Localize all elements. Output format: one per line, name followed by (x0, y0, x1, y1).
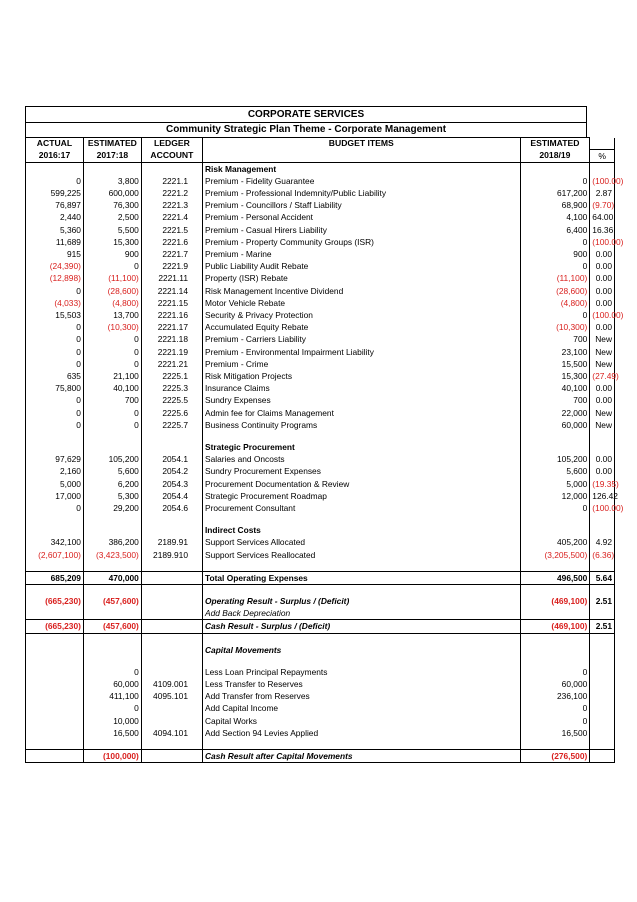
sections-1-rows-1-e: 5,600 (83, 465, 141, 477)
sections-1-rows-0-n: 105,200 (520, 453, 590, 465)
sections-0-rows-16-n: 15,300 (520, 370, 590, 382)
sections-1-rows-1-a: 2,160 (26, 465, 84, 477)
header-row-1 (26, 138, 615, 150)
sections-0-rows-8-p: 0.00 (590, 272, 615, 284)
budget-sheet (25, 106, 624, 763)
sections-0-rows-13-l: 2221.18 (141, 333, 202, 345)
capital-line-row (26, 678, 615, 690)
capital-heading: Capital Movements (202, 644, 520, 656)
header-percent: % (590, 149, 615, 162)
totals-operating-result-d: Operating Result - Surplus / (Deficit) (202, 595, 520, 607)
budget-line-row (26, 211, 615, 223)
sections-1-rows-1-n: 5,600 (520, 465, 590, 477)
capital-rows-5-l: 4094.101 (141, 727, 202, 739)
add-back-depreciation-row (26, 607, 615, 620)
capital-rows-2-d: Add Transfer from Reserves (202, 690, 520, 702)
sections-1-rows-2-n: 5,000 (520, 478, 590, 490)
sections-1-rows-2-d: Procurement Documentation & Review (202, 478, 520, 490)
sections-0-rows-16-e: 21,100 (83, 370, 141, 382)
sections-0-rows-2-n: 68,900 (520, 199, 590, 211)
sections-2-rows-0-e: 386,200 (83, 536, 141, 548)
budget-line-row (26, 453, 615, 465)
sections-0-rows-1-l: 2221.2 (141, 187, 202, 199)
sections-1-rows-3-n: 12,000 (520, 490, 590, 502)
capital-line-row (26, 702, 615, 714)
sections-0-rows-3-d: Premium - Personal Accident (202, 211, 520, 223)
sections-2-rows-1-n: (3,205,500) (520, 549, 590, 561)
sections-0-rows-11-n: 0 (520, 309, 590, 321)
sections-0-rows-4-e: 5,500 (83, 224, 141, 236)
totals-cash-result-n: (469,100) (520, 620, 590, 633)
sections-1-rows-0-a: 97,629 (26, 453, 84, 465)
sections-2-rows-0-l: 2189.91 (141, 536, 202, 548)
sections-0-rows-12-e: (10,300) (83, 321, 141, 333)
sections-0-rows-12-n: (10,300) (520, 321, 590, 333)
report-title: CORPORATE SERVICES (25, 106, 587, 122)
totals-cash-result-e: (457,600) (83, 620, 141, 633)
sections-0-rows-3-a: 2,440 (26, 211, 84, 223)
capital-rows-2-e: 411,100 (83, 690, 141, 702)
budget-line-row (26, 490, 615, 502)
totals-operating-result-p: 2.51 (590, 595, 615, 607)
sections-0-rows-4-l: 2221.5 (141, 224, 202, 236)
sections-0-rows-10-n: (4,800) (520, 297, 590, 309)
sections-0-rows-16-l: 2225.1 (141, 370, 202, 382)
budget-table (25, 137, 624, 763)
header-estimated-prev-year: 2017:18 (83, 149, 141, 162)
sections-1-rows-2-a: 5,000 (26, 478, 84, 490)
capital-rows-0-e: 0 (83, 666, 141, 678)
sections-0-rows-2-d: Premium - Councillors / Staff Liability (202, 199, 520, 211)
sections-0-rows-0-n: 0 (520, 175, 590, 187)
sections-1-rows-3-e: 5,300 (83, 490, 141, 502)
sections-1-rows-1-l: 2054.2 (141, 465, 202, 477)
sections-0-rows-7-d: Public Liability Audit Rebate (202, 260, 520, 272)
budget-line-row (26, 549, 615, 561)
sections-1-rows-4-e: 29,200 (83, 502, 141, 514)
totals-cash-result-p: 2.51 (590, 620, 615, 633)
operating-result-row (26, 595, 615, 607)
capital-rows-2-l: 4095.101 (141, 690, 202, 702)
sections-0-rows-15-a: 0 (26, 358, 84, 370)
sections-0-rows-9-p: 0.00 (590, 285, 615, 297)
budget-line-row (26, 358, 615, 370)
header-actual: ACTUAL (26, 138, 84, 150)
sections-0-rows-3-l: 2221.4 (141, 211, 202, 223)
sections-0-rows-20-a: 0 (26, 419, 84, 431)
sections-1-rows-4-l: 2054.6 (141, 502, 202, 514)
sections-2-rows-1-e: (3,423,500) (83, 549, 141, 561)
sections-0-rows-20-d: Business Continuity Programs (202, 419, 520, 431)
totals-operating-expenses-e: 470,000 (83, 571, 141, 584)
sections-0-rows-10-d: Motor Vehicle Rebate (202, 297, 520, 309)
sections-0-rows-18-l: 2225.5 (141, 394, 202, 406)
header-row-2 (26, 149, 615, 162)
capital-line-row (26, 666, 615, 678)
report-subtitle: Community Strategic Plan Theme - Corporate Management (25, 122, 587, 137)
sections-0-rows-13-e: 0 (83, 333, 141, 345)
header-budget-items: BUDGET ITEMS (202, 138, 520, 150)
sections-0-rows-16-p: (27.49) (590, 370, 615, 382)
cash-result-row (26, 620, 615, 633)
sections-0-rows-18-p: 0.00 (590, 394, 615, 406)
sections-0-rows-19-p: New (590, 407, 615, 419)
blank-row (26, 514, 615, 524)
sections-0-rows-1-n: 617,200 (520, 187, 590, 199)
sections-0-rows-12-p: 0.00 (590, 321, 615, 333)
sections-0-rows-3-p: 64.00 (590, 211, 615, 223)
sections-0-rows-11-a: 15,503 (26, 309, 84, 321)
blank-row (26, 633, 615, 644)
sections-0-rows-4-a: 5,360 (26, 224, 84, 236)
sections-0-rows-1-a: 599,225 (26, 187, 84, 199)
sections-0-rows-6-d: Premium - Marine (202, 248, 520, 260)
sections-0-rows-15-e: 0 (83, 358, 141, 370)
sections-1-rows-0-p: 0.00 (590, 453, 615, 465)
sections-0-rows-18-d: Sundry Expenses (202, 394, 520, 406)
sections-0-rows-10-a: (4,033) (26, 297, 84, 309)
sections-0-rows-5-n: 0 (520, 236, 590, 248)
totals-add-back: Add Back Depreciation (202, 607, 520, 620)
sections-1-rows-2-l: 2054.3 (141, 478, 202, 490)
sections-1-rows-3-p: 126.42 (590, 490, 615, 502)
budget-line-row (26, 382, 615, 394)
sections-0-rows-20-e: 0 (83, 419, 141, 431)
capital-rows-4-d: Capital Works (202, 715, 520, 727)
sections-2-rows-0-n: 405,200 (520, 536, 590, 548)
capital-rows-0-n: 0 (520, 666, 590, 678)
sections-0-rows-10-p: 0.00 (590, 297, 615, 309)
sections-1-rows-3-a: 17,000 (26, 490, 84, 502)
sections-0-rows-15-d: Premium - Crime (202, 358, 520, 370)
sections-0-rows-14-p: New (590, 346, 615, 358)
sections-0-rows-18-a: 0 (26, 394, 84, 406)
sections-0-rows-11-e: 13,700 (83, 309, 141, 321)
capital-final-n: (276,500) (520, 750, 590, 763)
totals-operating-expenses-a: 685,209 (26, 571, 84, 584)
sections-0-rows-9-e: (28,600) (83, 285, 141, 297)
sections-0-rows-17-p: 0.00 (590, 382, 615, 394)
capital-rows-4-l (141, 715, 202, 727)
sections-0-rows-0-l: 2221.1 (141, 175, 202, 187)
sections-0-rows-0-e: 3,800 (83, 175, 141, 187)
sections-0-rows-19-e: 0 (83, 407, 141, 419)
sections-1-rows-4-d: Procurement Consultant (202, 502, 520, 514)
sections-2-rows-1-d: Support Services Reallocated (202, 549, 520, 561)
section-heading (26, 162, 615, 175)
totals-operating-expenses-n: 496,500 (520, 571, 590, 584)
totals-cash-result-d: Cash Result - Surplus / (Deficit) (202, 620, 520, 633)
sections-0-rows-5-a: 11,689 (26, 236, 84, 248)
blank-row (26, 561, 615, 572)
sections-1-rows-0-e: 105,200 (83, 453, 141, 465)
sections-0-rows-1-e: 600,000 (83, 187, 141, 199)
sections-0-rows-5-e: 15,300 (83, 236, 141, 248)
sections-0-rows-8-a: (12,898) (26, 272, 84, 284)
sections-0-rows-1-p: 2.87 (590, 187, 615, 199)
sections-0-rows-13-n: 700 (520, 333, 590, 345)
sections-0-rows-20-p: New (590, 419, 615, 431)
sections-0-rows-1-d: Premium - Professional Indemnity/Public Liability (202, 187, 520, 199)
blank-row (26, 656, 615, 666)
total-operating-expenses-row (26, 571, 615, 584)
budget-line-row (26, 419, 615, 431)
budget-line-row (26, 187, 615, 199)
sections-1-rows-2-p: (19.35) (590, 478, 615, 490)
sections-0-rows-8-l: 2221.11 (141, 272, 202, 284)
section-heading (26, 524, 615, 536)
capital-rows-5-e: 16,500 (83, 727, 141, 739)
sections-0-rows-20-l: 2225.7 (141, 419, 202, 431)
capital-rows-0-d: Less Loan Principal Repayments (202, 666, 520, 678)
capital-rows-1-n: 60,000 (520, 678, 590, 690)
header-ledger: LEDGER (141, 138, 202, 150)
sections-0-rows-4-d: Premium - Casual Hirers Liability (202, 224, 520, 236)
capital-rows-1-d: Less Transfer to Reserves (202, 678, 520, 690)
sections-0-rows-6-n: 900 (520, 248, 590, 260)
sections-2-rows-1-a: (2,607,100) (26, 549, 84, 561)
budget-line-row (26, 272, 615, 284)
capital-rows-2-n: 236,100 (520, 690, 590, 702)
sections-2-heading: Indirect Costs (202, 524, 520, 536)
budget-line-row (26, 297, 615, 309)
capital-rows-5-d: Add Section 94 Levies Applied (202, 727, 520, 739)
budget-line-row (26, 346, 615, 358)
sections-2-rows-0-d: Support Services Allocated (202, 536, 520, 548)
sections-0-rows-13-a: 0 (26, 333, 84, 345)
sections-1-rows-0-d: Salaries and Oncosts (202, 453, 520, 465)
capital-heading-row (26, 644, 615, 656)
capital-rows-1-l: 4109.001 (141, 678, 202, 690)
sections-1-rows-4-p: (100.00) (590, 502, 615, 514)
budget-line-row (26, 394, 615, 406)
sections-0-rows-14-e: 0 (83, 346, 141, 358)
sections-0-rows-0-p: (100.00) (590, 175, 615, 187)
sections-0-rows-4-p: 16.36 (590, 224, 615, 236)
totals-operating-result-a: (665,230) (26, 595, 84, 607)
sections-0-rows-17-l: 2225.3 (141, 382, 202, 394)
cash-result-after-capital-row (26, 750, 615, 763)
budget-line-row (26, 333, 615, 345)
header-ledger-account: ACCOUNT (141, 149, 202, 162)
sections-1-rows-3-l: 2054.4 (141, 490, 202, 502)
sections-2-rows-0-p: 4.92 (590, 536, 615, 548)
sections-0-rows-6-a: 915 (26, 248, 84, 260)
sections-2-rows-0-a: 342,100 (26, 536, 84, 548)
sections-0-rows-16-d: Risk Mitigation Projects (202, 370, 520, 382)
sections-0-rows-2-a: 76,897 (26, 199, 84, 211)
sections-1-rows-4-n: 0 (520, 502, 590, 514)
sections-0-rows-12-d: Accumulated Equity Rebate (202, 321, 520, 333)
capital-rows-4-n: 0 (520, 715, 590, 727)
sections-0-rows-12-l: 2221.17 (141, 321, 202, 333)
sections-0-rows-18-e: 700 (83, 394, 141, 406)
budget-line-row (26, 321, 615, 333)
capital-rows-3-l (141, 702, 202, 714)
capital-rows-4-e: 10,000 (83, 715, 141, 727)
header-estimated-year: 2018/19 (520, 149, 590, 162)
sections-0-rows-14-d: Premium - Environmental Impairment Liability (202, 346, 520, 358)
sections-1-rows-0-l: 2054.1 (141, 453, 202, 465)
capital-rows-0-l (141, 666, 202, 678)
sections-0-rows-9-d: Risk Management Incentive Dividend (202, 285, 520, 297)
sections-2-rows-1-l: 2189.910 (141, 549, 202, 561)
sections-0-rows-17-e: 40,100 (83, 382, 141, 394)
sections-0-rows-14-l: 2221.19 (141, 346, 202, 358)
budget-line-row (26, 236, 615, 248)
sections-0-rows-6-l: 2221.7 (141, 248, 202, 260)
capital-line-row (26, 715, 615, 727)
sections-0-heading: Risk Management (202, 162, 520, 175)
sections-0-rows-16-a: 635 (26, 370, 84, 382)
sections-0-rows-10-l: 2221.15 (141, 297, 202, 309)
sections-0-rows-19-d: Admin fee for Claims Management (202, 407, 520, 419)
sections-0-rows-5-d: Premium - Property Community Groups (ISR) (202, 236, 520, 248)
sections-0-rows-9-l: 2221.14 (141, 285, 202, 297)
budget-line-row (26, 175, 615, 187)
budget-line-row (26, 407, 615, 419)
sections-0-rows-14-a: 0 (26, 346, 84, 358)
sections-0-rows-4-n: 6,400 (520, 224, 590, 236)
sections-0-rows-11-p: (100.00) (590, 309, 615, 321)
sections-1-rows-3-d: Strategic Procurement Roadmap (202, 490, 520, 502)
sections-0-rows-14-n: 23,100 (520, 346, 590, 358)
sections-0-rows-9-n: (28,600) (520, 285, 590, 297)
sections-0-rows-19-a: 0 (26, 407, 84, 419)
budget-line-row (26, 478, 615, 490)
totals-operating-expenses-d: Total Operating Expenses (202, 571, 520, 584)
sections-1-rows-4-a: 0 (26, 502, 84, 514)
capital-rows-3-n: 0 (520, 702, 590, 714)
sections-0-rows-17-n: 40,100 (520, 382, 590, 394)
blank-row (26, 431, 615, 441)
sections-0-rows-8-e: (11,100) (83, 272, 141, 284)
sections-1-heading: Strategic Procurement (202, 441, 520, 453)
sections-0-rows-8-n: (11,100) (520, 272, 590, 284)
sections-0-rows-11-l: 2221.16 (141, 309, 202, 321)
sections-0-rows-9-a: 0 (26, 285, 84, 297)
budget-line-row (26, 502, 615, 514)
budget-line-row (26, 370, 615, 382)
sections-1-rows-2-e: 6,200 (83, 478, 141, 490)
capital-final-e: (100,000) (83, 750, 141, 763)
blank-row (26, 585, 615, 596)
sections-0-rows-7-a: (24,390) (26, 260, 84, 272)
budget-line-row (26, 260, 615, 272)
sections-0-rows-5-l: 2221.6 (141, 236, 202, 248)
sections-0-rows-17-a: 75,800 (26, 382, 84, 394)
sections-0-rows-7-e: 0 (83, 260, 141, 272)
capital-line-row (26, 690, 615, 702)
sections-1-rows-1-d: Sundry Procurement Expenses (202, 465, 520, 477)
totals-operating-expenses-p: 5.64 (590, 571, 615, 584)
sections-0-rows-2-p: (9.70) (590, 199, 615, 211)
sections-2-rows-1-p: (6.36) (590, 549, 615, 561)
sections-0-rows-19-l: 2225.6 (141, 407, 202, 419)
section-heading (26, 441, 615, 453)
sections-0-rows-0-a: 0 (26, 175, 84, 187)
budget-line-row (26, 285, 615, 297)
header-estimated: ESTIMATED (520, 138, 590, 150)
totals-operating-result-n: (469,100) (520, 595, 590, 607)
sections-0-rows-13-p: New (590, 333, 615, 345)
sections-0-rows-6-p: 0.00 (590, 248, 615, 260)
header-actual-year: 2016:17 (26, 149, 84, 162)
capital-rows-3-e: 0 (83, 702, 141, 714)
capital-line-row (26, 727, 615, 739)
sections-0-rows-17-d: Insurance Claims (202, 382, 520, 394)
sections-0-rows-20-n: 60,000 (520, 419, 590, 431)
sections-0-rows-8-d: Property (ISR) Rebate (202, 272, 520, 284)
budget-line-row (26, 224, 615, 236)
sections-0-rows-18-n: 700 (520, 394, 590, 406)
capital-final-d: Cash Result after Capital Movements (202, 750, 520, 763)
budget-line-row (26, 199, 615, 211)
budget-line-row (26, 465, 615, 477)
budget-line-row (26, 536, 615, 548)
sections-0-rows-2-l: 2221.3 (141, 199, 202, 211)
sections-0-rows-15-l: 2221.21 (141, 358, 202, 370)
blank-row (26, 739, 615, 750)
budget-line-row (26, 309, 615, 321)
sections-0-rows-6-e: 900 (83, 248, 141, 260)
sections-0-rows-12-a: 0 (26, 321, 84, 333)
sections-0-rows-7-p: 0.00 (590, 260, 615, 272)
sections-0-rows-7-l: 2221.9 (141, 260, 202, 272)
sections-0-rows-7-n: 0 (520, 260, 590, 272)
header-estimated-prev: ESTIMATED (83, 138, 141, 150)
sections-0-rows-13-d: Premium - Carriers Liability (202, 333, 520, 345)
sections-0-rows-15-n: 15,500 (520, 358, 590, 370)
sections-0-rows-0-d: Premium - Fidelity Guarantee (202, 175, 520, 187)
sections-0-rows-15-p: New (590, 358, 615, 370)
budget-line-row (26, 248, 615, 260)
capital-rows-5-n: 16,500 (520, 727, 590, 739)
totals-operating-result-e: (457,600) (83, 595, 141, 607)
sections-0-rows-3-n: 4,100 (520, 211, 590, 223)
totals-cash-result-a: (665,230) (26, 620, 84, 633)
sections-0-rows-11-d: Security & Privacy Protection (202, 309, 520, 321)
sections-0-rows-2-e: 76,300 (83, 199, 141, 211)
sections-0-rows-19-n: 22,000 (520, 407, 590, 419)
capital-rows-3-d: Add Capital Income (202, 702, 520, 714)
capital-rows-1-e: 60,000 (83, 678, 141, 690)
sections-0-rows-10-e: (4,800) (83, 297, 141, 309)
sections-1-rows-1-p: 0.00 (590, 465, 615, 477)
sections-0-rows-3-e: 2,500 (83, 211, 141, 223)
sections-0-rows-5-p: (100.00) (590, 236, 615, 248)
